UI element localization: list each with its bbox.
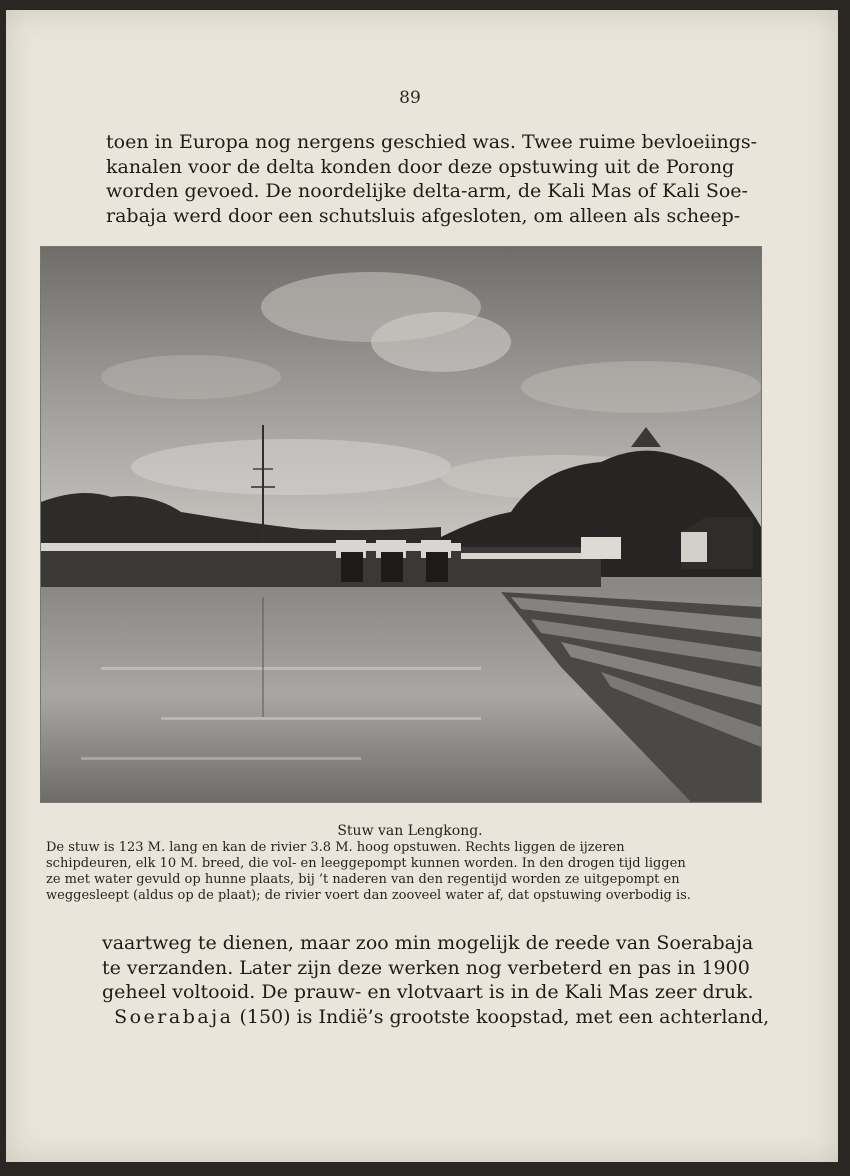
weir-photograph (40, 246, 762, 803)
text-line-last (102, 1005, 770, 1030)
book-page (6, 10, 838, 1162)
figure-caption-title: Stuw van Lengkong. (337, 823, 483, 839)
caption-line: schipdeuren, elk 10 M. breed, die vol- en leeggepompt kunnen worden. In den drogen tijd liggen (46, 856, 686, 871)
caption-line: ze met water gevuld op hunne plaats, bij ’t naderen van den regentijd worden ze uitgepompt en (46, 872, 680, 887)
caption-line: De stuw is 123 M. lang en kan de rivier 3.8 M. hoog opstuwen. Rechts liggen de ijzeren (46, 840, 625, 855)
body-text-bottom (102, 931, 770, 1029)
text-line-rest: (150) is Indië’s grootste koopstad, met een achterland, (233, 1005, 770, 1028)
body-text-top (106, 130, 758, 228)
photo-weir-icon (41, 247, 761, 802)
text-line: worden gevoed. De noordelijke delta-arm, de Kali Mas of Kali Soe- (106, 180, 748, 202)
text-line: vaartweg te dienen, maar zoo min mogelijk de reede van Soerabaja (102, 932, 754, 954)
page-number: 89 (399, 88, 421, 108)
text-line: te verzanden. Later zijn deze werken nog verbeterd en pas in 1900 (102, 956, 750, 979)
caption-line: weggesleept (aldus op de plaat); de rivier voert dan zooveel water af, dat opstuwing overbodig is. (46, 888, 691, 903)
text-line: toen in Europa nog nergens geschied was. Twee ruime bevloeiings- (106, 131, 758, 153)
text-line: rabaja werd door een schutsluis afgesloten, om alleen als scheep- (106, 204, 741, 227)
figure-caption-body (46, 840, 762, 904)
text-line: kanalen voor de delta konden door deze opstuwing uit de Porong (106, 155, 735, 178)
text-line: geheel voltooid. De prauw- en vlotvaart is in de Kali Mas zeer druk. (102, 981, 754, 1003)
spaced-city-name: Soerabaja (114, 1005, 234, 1028)
